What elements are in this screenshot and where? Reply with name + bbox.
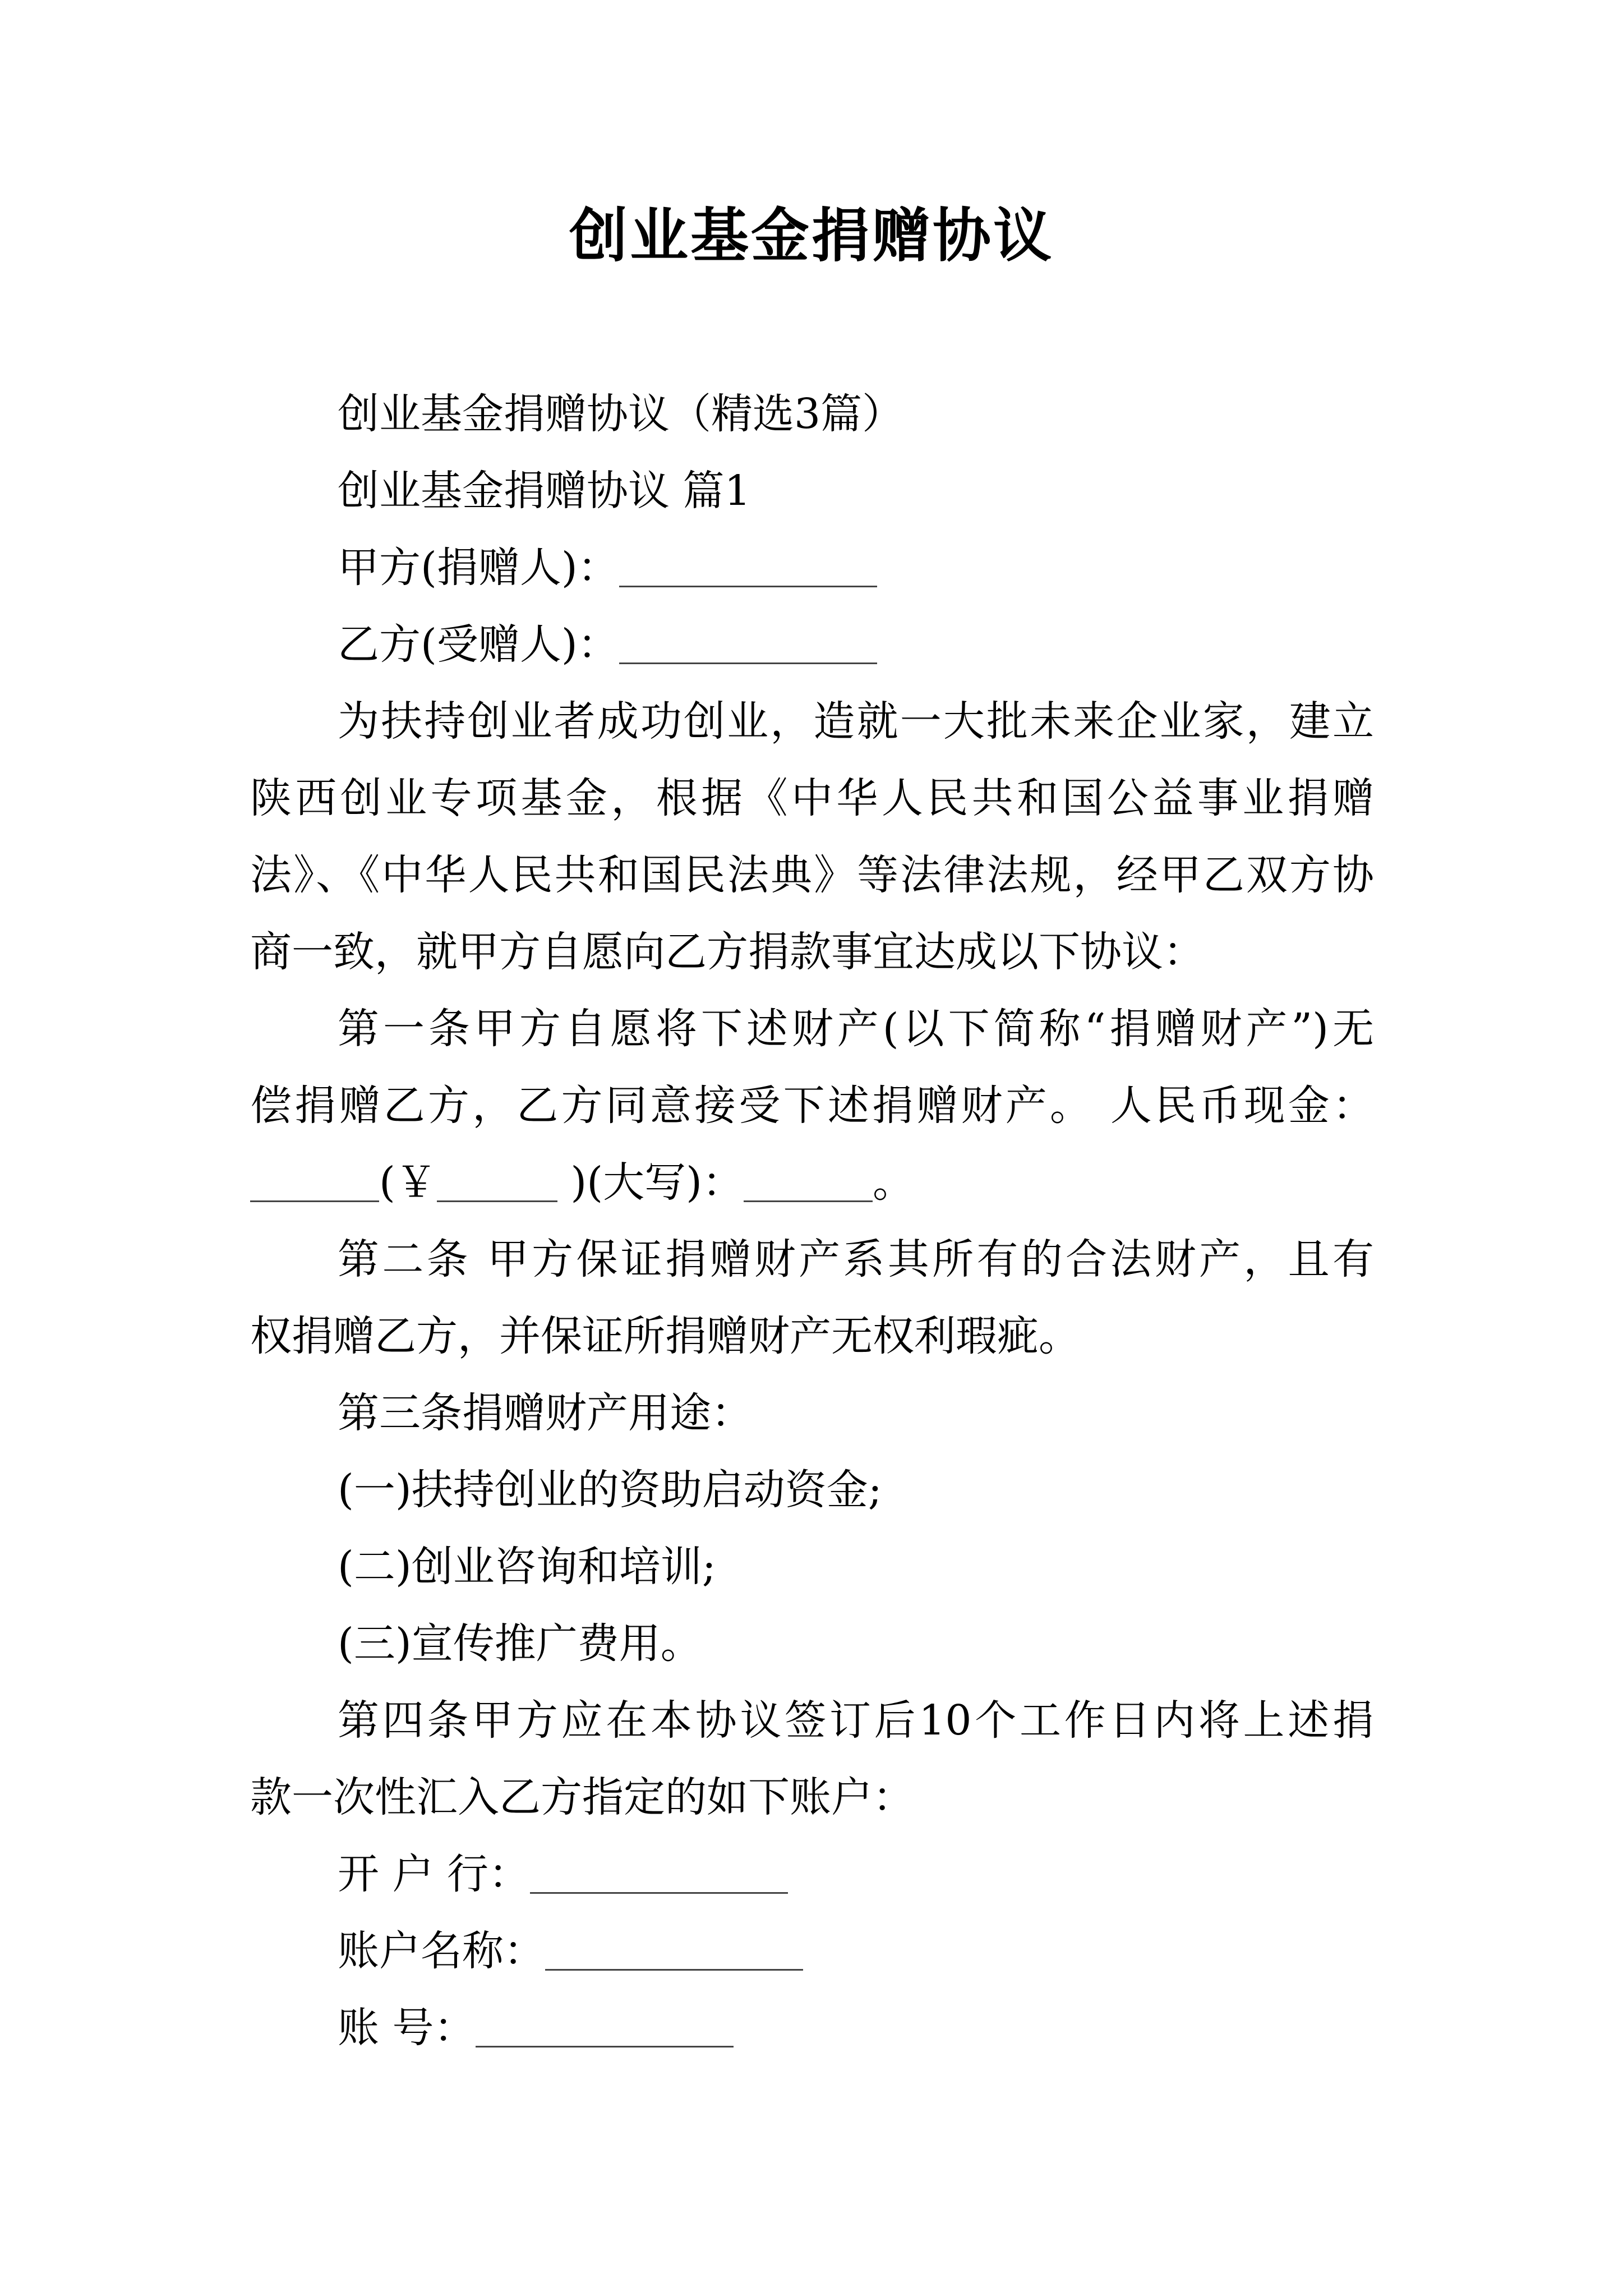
article3-heading: 第三条捐赠财产用途： bbox=[338, 1389, 753, 1437]
amount-words-blank bbox=[744, 1200, 873, 1202]
article2-line: 权捐赠乙方，并保证所捐赠财产无权利瑕疵。 bbox=[250, 1312, 1080, 1360]
subtitle: 创业基金捐赠协议（精选3篇） bbox=[338, 390, 904, 438]
bank-blank bbox=[530, 1892, 788, 1894]
party-b-line bbox=[250, 606, 1374, 683]
article1-amount-line bbox=[250, 1144, 1374, 1221]
article3-item: (一)扶持创业的资助启动资金; bbox=[338, 1466, 882, 1514]
party-b-label: 乙方(受赠人)： bbox=[338, 620, 619, 669]
article2-line: 第二条 甲方保证捐赠财产系其所有的合法财产，且有 bbox=[338, 1235, 1374, 1283]
article3-item: (二)创业咨询和培训; bbox=[338, 1543, 716, 1591]
article4-line: 第四条甲方应在本协议签订后10个工作日内将上述捐 bbox=[338, 1696, 1374, 1745]
article3-item: (三)宣传推广费用。 bbox=[338, 1619, 702, 1668]
party-a-label: 甲方(捐赠人)： bbox=[338, 544, 619, 592]
bank-label: 开 户 行： bbox=[338, 1850, 531, 1898]
article4-line: 款一次性汇入乙方指定的如下账户： bbox=[250, 1773, 914, 1821]
intro-line: 陕西创业专项基金，根据《中华人民共和国公益事业捐赠 bbox=[250, 774, 1374, 822]
amount-blank bbox=[250, 1200, 379, 1202]
bank-line bbox=[250, 1836, 1374, 1913]
account-name-label: 账户名称： bbox=[338, 1927, 545, 1975]
party-b-blank bbox=[619, 662, 877, 664]
intro-line: 为扶持创业者成功创业，造就一大批未来企业家，建立 bbox=[338, 697, 1374, 746]
part-heading: 创业基金捐赠协议 篇1 bbox=[338, 467, 751, 515]
account-name-line bbox=[250, 1913, 1374, 1990]
amount-close: )(大写)： bbox=[570, 1158, 744, 1207]
document-body bbox=[250, 376, 1374, 2067]
party-a-blank bbox=[619, 586, 877, 587]
document-title: 创业基金捐赠协议 bbox=[569, 201, 1054, 270]
intro-line: 商一致，就甲方自愿向乙方捐款事宜达成以下协议： bbox=[250, 928, 1205, 976]
account-number-line bbox=[250, 1990, 1374, 2067]
intro-line: 法》、《中华人民共和国民法典》等法律法规，经甲乙双方协 bbox=[250, 851, 1374, 899]
amount-figure-blank bbox=[437, 1200, 557, 1202]
article1-line: 偿捐赠乙方，乙方同意接受下述捐赠财产。 人民币现金： bbox=[250, 1082, 1374, 1130]
amount-open: (￥ bbox=[379, 1158, 437, 1207]
amount-end: 。 bbox=[873, 1158, 915, 1207]
account-number-label: 账 号： bbox=[338, 2004, 476, 2052]
account-name-blank bbox=[545, 1969, 803, 1971]
party-a-line bbox=[250, 530, 1374, 606]
account-number-blank bbox=[476, 2046, 734, 2047]
article1-line: 第一条甲方自愿将下述财产(以下简称“捐赠财产”)无 bbox=[338, 1005, 1374, 1053]
